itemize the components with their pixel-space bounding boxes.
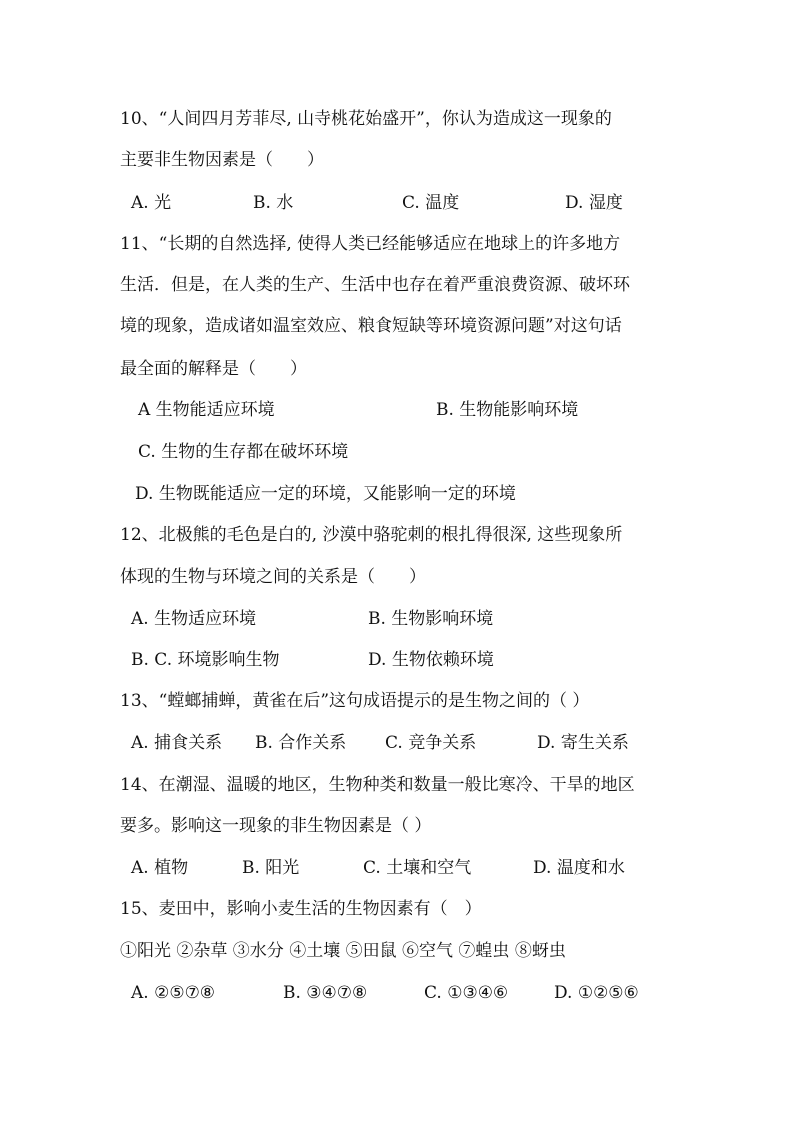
q11-line-1: 11、“长期的自然选择, 使得人类已经能够适应在地球上的许多地方 xyxy=(120,234,621,254)
q15-option-a: A. ②⑤⑦⑧ xyxy=(131,983,216,1003)
q12-option-c: B. C. 环境影响生物 xyxy=(131,650,280,670)
q12-option-d: D. 生物依赖环境 xyxy=(368,650,494,670)
q15-option-b: B. ③④⑦⑧ xyxy=(283,983,368,1003)
q12-line-2: 体现的生物与环境之间的关系是（ ） xyxy=(120,567,426,587)
q10-option-c: C. 温度 xyxy=(402,193,460,213)
q10-option-a: A. 光 xyxy=(131,193,172,213)
q13-option-b: B. 合作关系 xyxy=(255,733,347,753)
q11-option-c: C. 生物的生存都在破坏环境 xyxy=(138,442,349,462)
q14-option-c: C. 土壤和空气 xyxy=(363,858,472,878)
q10-line-2: 主要非生物因素是（ ） xyxy=(120,150,324,170)
q10-line-1: 10、“人间四月芳菲尽, 山寺桃花始盛开”，你认为造成这一现象的 xyxy=(120,109,612,129)
q11-line-3: 境的现象，造成诸如温室效应、粮食短缺等环境资源问题”对这句话 xyxy=(120,316,622,336)
q14-option-a: A. 植物 xyxy=(131,858,189,878)
q12-option-b: B. 生物影响环境 xyxy=(368,609,494,629)
q11-line-4: 最全面的解释是（ ） xyxy=(120,359,307,379)
q11-option-d: D. 生物既能适应一定的环境，又能影响一定的环境 xyxy=(135,484,516,504)
q12-line-1: 12、北极熊的毛色是白的, 沙漠中骆驼刺的根扎得很深, 这些现象所 xyxy=(120,525,623,545)
q14-line-1: 14、在潮湿、温暖的地区，生物种类和数量一般比寒冷、干旱的地区 xyxy=(120,775,635,795)
q13-line-1: 13、“螳螂捕蝉，黄雀在后”这句成语提示的是生物之间的（ ） xyxy=(120,691,590,711)
q13-option-a: A. 捕食关系 xyxy=(131,733,223,753)
q13-option-c: C. 竞争关系 xyxy=(385,733,477,753)
q12-option-a: A. 生物适应环境 xyxy=(131,609,257,629)
q15-option-d: D. ①②⑤⑥ xyxy=(554,983,639,1003)
q15-factor-list: ①阳光 ②杂草 ③水分 ④土壤 ⑤田鼠 ⑥空气 ⑦蝗虫 ⑧蚜虫 xyxy=(120,941,566,961)
q10-option-d: D. 湿度 xyxy=(565,193,623,213)
q13-option-d: D. 寄生关系 xyxy=(537,733,629,753)
q11-option-b: B. 生物能影响环境 xyxy=(436,400,579,420)
q15-line-1: 15、麦田中，影响小麦生活的生物因素有（ ） xyxy=(120,899,482,919)
q14-line-2: 要多。影响这一现象的非生物因素是（ ） xyxy=(120,816,432,836)
q10-option-b: B. 水 xyxy=(253,193,294,213)
q14-option-b: B. 阳光 xyxy=(242,858,300,878)
q15-option-c: C. ①③④⑥ xyxy=(424,983,509,1003)
q11-line-2: 生活．但是，在人类的生产、生活中也存在着严重浪费资源、破坏环 xyxy=(120,275,630,295)
q11-option-a: A 生物能适应环境 xyxy=(138,400,275,420)
q14-option-d: D. 温度和水 xyxy=(533,858,625,878)
